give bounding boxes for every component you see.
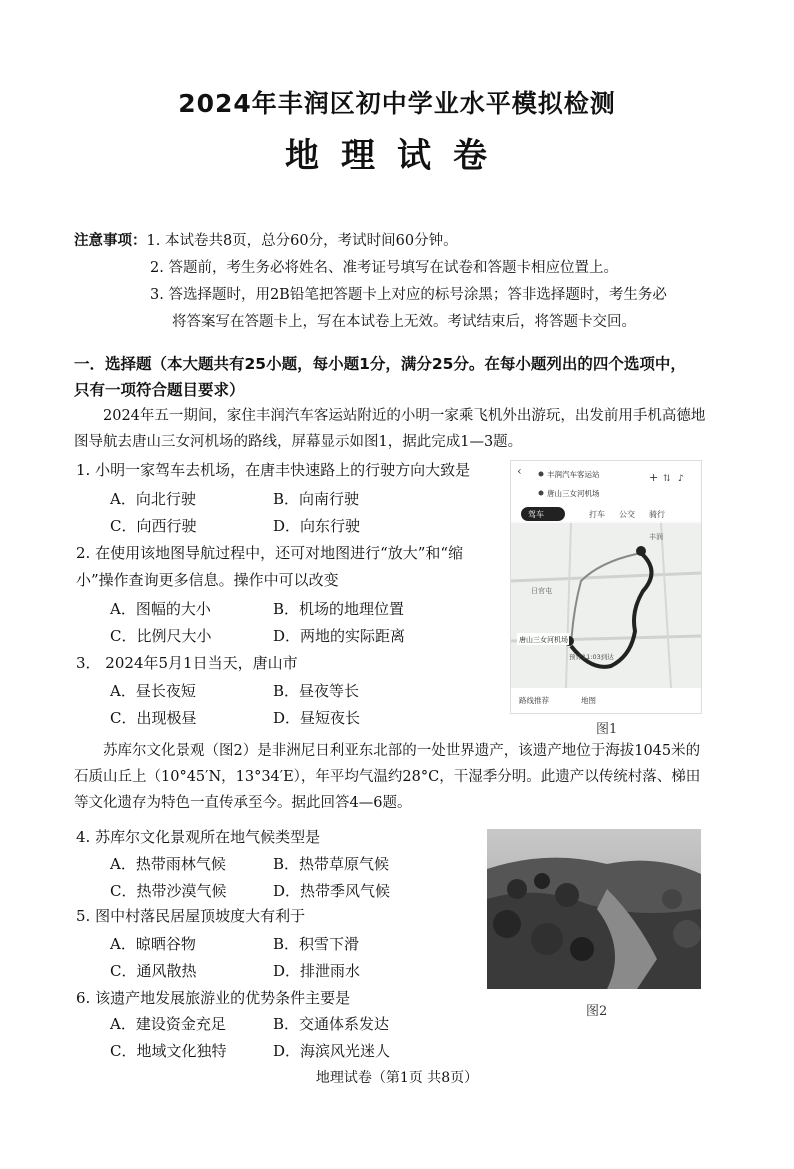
note-item: 1. 本试卷共8页，总分60分，考试时间60分钟。 (146, 233, 458, 249)
question-3-stem: 3． 2024年5月1日当天，唐山市 (76, 654, 298, 672)
question-5-stem: 5. 图中村落民居屋顶坡度大有利于 (76, 907, 306, 925)
q1-option-d: D．向东行驶 (273, 517, 361, 535)
q1-option-b: B．向南行驶 (273, 490, 360, 508)
q2-option-c: C．比例尺大小 (110, 627, 212, 645)
q5-option-a: A．晾晒谷物 (110, 935, 196, 953)
map-duration: 预计11:03到达 (569, 653, 614, 661)
add-icon: + (649, 471, 659, 484)
page-footer: 地理试卷（第1页 共8页） (315, 1070, 479, 1086)
notes-block (74, 228, 667, 336)
q5-option-b: B．积雪下滑 (273, 935, 360, 953)
map-place-riguantun: 日官屯 (531, 587, 552, 595)
figure-1-map (510, 460, 702, 714)
exam-title: 2024年丰润区初中学业水平模拟检测 (178, 89, 616, 118)
q1-option-a: A．向北行驶 (110, 490, 196, 508)
question-6-stem: 6. 该遗产地发展旅游业的优势条件主要是 (76, 989, 351, 1007)
passage-2: 苏库尔文化景观（图2）是非洲尼日利亚东北部的一处世界遗产，该遗产地位于海拔1045米的石质山丘上（10°45′N，13°34′E），年平均气温约28°C，干湿季分明。此遗产以传统村落、梯田等文化遗存为特色一直传承至今。据此回答4—6题。 (74, 743, 701, 811)
tab-bus: 公交 (619, 510, 635, 519)
map-place-airport: 唐山三女河机场 (519, 636, 568, 644)
figure-1-caption: 图1 (596, 722, 618, 737)
passage-1: 2024年五一期间，家住丰润汽车客运站附近的小明一家乘飞机外出游玩，出发前用手机高德地图导航去唐山三女河机场的路线，屏幕显示如图1，据此完成1—3题。 (74, 408, 706, 450)
q6-option-b: B．交通体系发达 (273, 1015, 390, 1033)
section-heading-line: 只有一项符合题目要求） (74, 381, 245, 399)
section-heading (74, 351, 714, 403)
question-2-stem-cont: 小”操作查询更多信息。操作中可以改变 (76, 571, 339, 589)
voice-icon: ♪ (678, 474, 684, 484)
q3-option-a: A．昼长夜短 (110, 682, 196, 700)
notes-label: 注意事项： (74, 233, 147, 249)
q4-option-b: B．热带草原气候 (273, 855, 390, 873)
route-recommend: 路线推荐 (519, 696, 549, 705)
q1-option-c: C．向西行驶 (110, 517, 197, 535)
tab-taxi: 打车 (589, 510, 605, 519)
q2-option-b: B．机场的地理位置 (273, 600, 405, 618)
tab-bike: 骑行 (649, 510, 665, 519)
q6-option-d: D．海滨风光迷人 (273, 1042, 391, 1060)
question-2-stem: 2. 在使用该地图导航过程中，还可对地图进行“放大”和“缩 (76, 544, 464, 562)
question-4-stem: 4. 苏库尔文化景观所在地气候类型是 (76, 828, 321, 846)
q5-option-d: D．排泄雨水 (273, 962, 361, 980)
q3-option-b: B．昼夜等长 (273, 682, 360, 700)
section-heading-line: 一．选择题（本大题共有25小题，每小题1分，满分25分。在每小题列出的四个选项中， (74, 355, 686, 373)
q4-option-a: A．热带雨林气候 (110, 855, 226, 873)
tab-drive: 驾车 (528, 510, 544, 519)
note-item: 将答案写在答题卡上，写在本试卷上无效。考试结束后，将答题卡交回。 (172, 314, 636, 330)
map-graphic (511, 461, 701, 713)
q2-option-a: A．图幅的大小 (110, 600, 211, 618)
q6-option-c: C．地域文化独特 (110, 1042, 227, 1060)
q3-option-c: C．出现极昼 (110, 709, 197, 727)
q4-option-c: C．热带沙漠气候 (110, 882, 227, 900)
landscape-photo (487, 829, 701, 989)
swap-icon: ⇅ (663, 474, 671, 484)
figure-2-caption: 图2 (586, 1004, 608, 1019)
note-item: 3. 答选择题时，用2B铅笔把答题卡上对应的标号涂黑；答非选择题时，考生务必 (150, 287, 667, 303)
q4-option-d: D．热带季风气候 (273, 882, 391, 900)
q2-option-d: D．两地的实际距离 (273, 627, 406, 645)
note-item: 2. 答题前，考生务必将姓名、准考证号填写在试卷和答题卡相应位置上。 (150, 260, 618, 276)
back-arrow-icon: ‹ (517, 464, 522, 478)
origin-label: 丰润汽车客运站 (547, 470, 600, 479)
q5-option-c: C．通风散热 (110, 962, 197, 980)
destination-label: 唐山三女河机场 (547, 489, 600, 498)
q3-option-d: D．昼短夜长 (273, 709, 361, 727)
map-place-fengrun: 丰润 (649, 533, 663, 541)
map-button: 地图 (581, 696, 596, 705)
figure-2-photo (487, 829, 701, 989)
subject-title: 地理试卷 (285, 136, 509, 176)
q6-option-a: A．建设资金充足 (110, 1015, 226, 1033)
question-1-stem: 1. 小明一家驾车去机场，在唐丰快速路上的行驶方向大致是 (76, 461, 471, 479)
